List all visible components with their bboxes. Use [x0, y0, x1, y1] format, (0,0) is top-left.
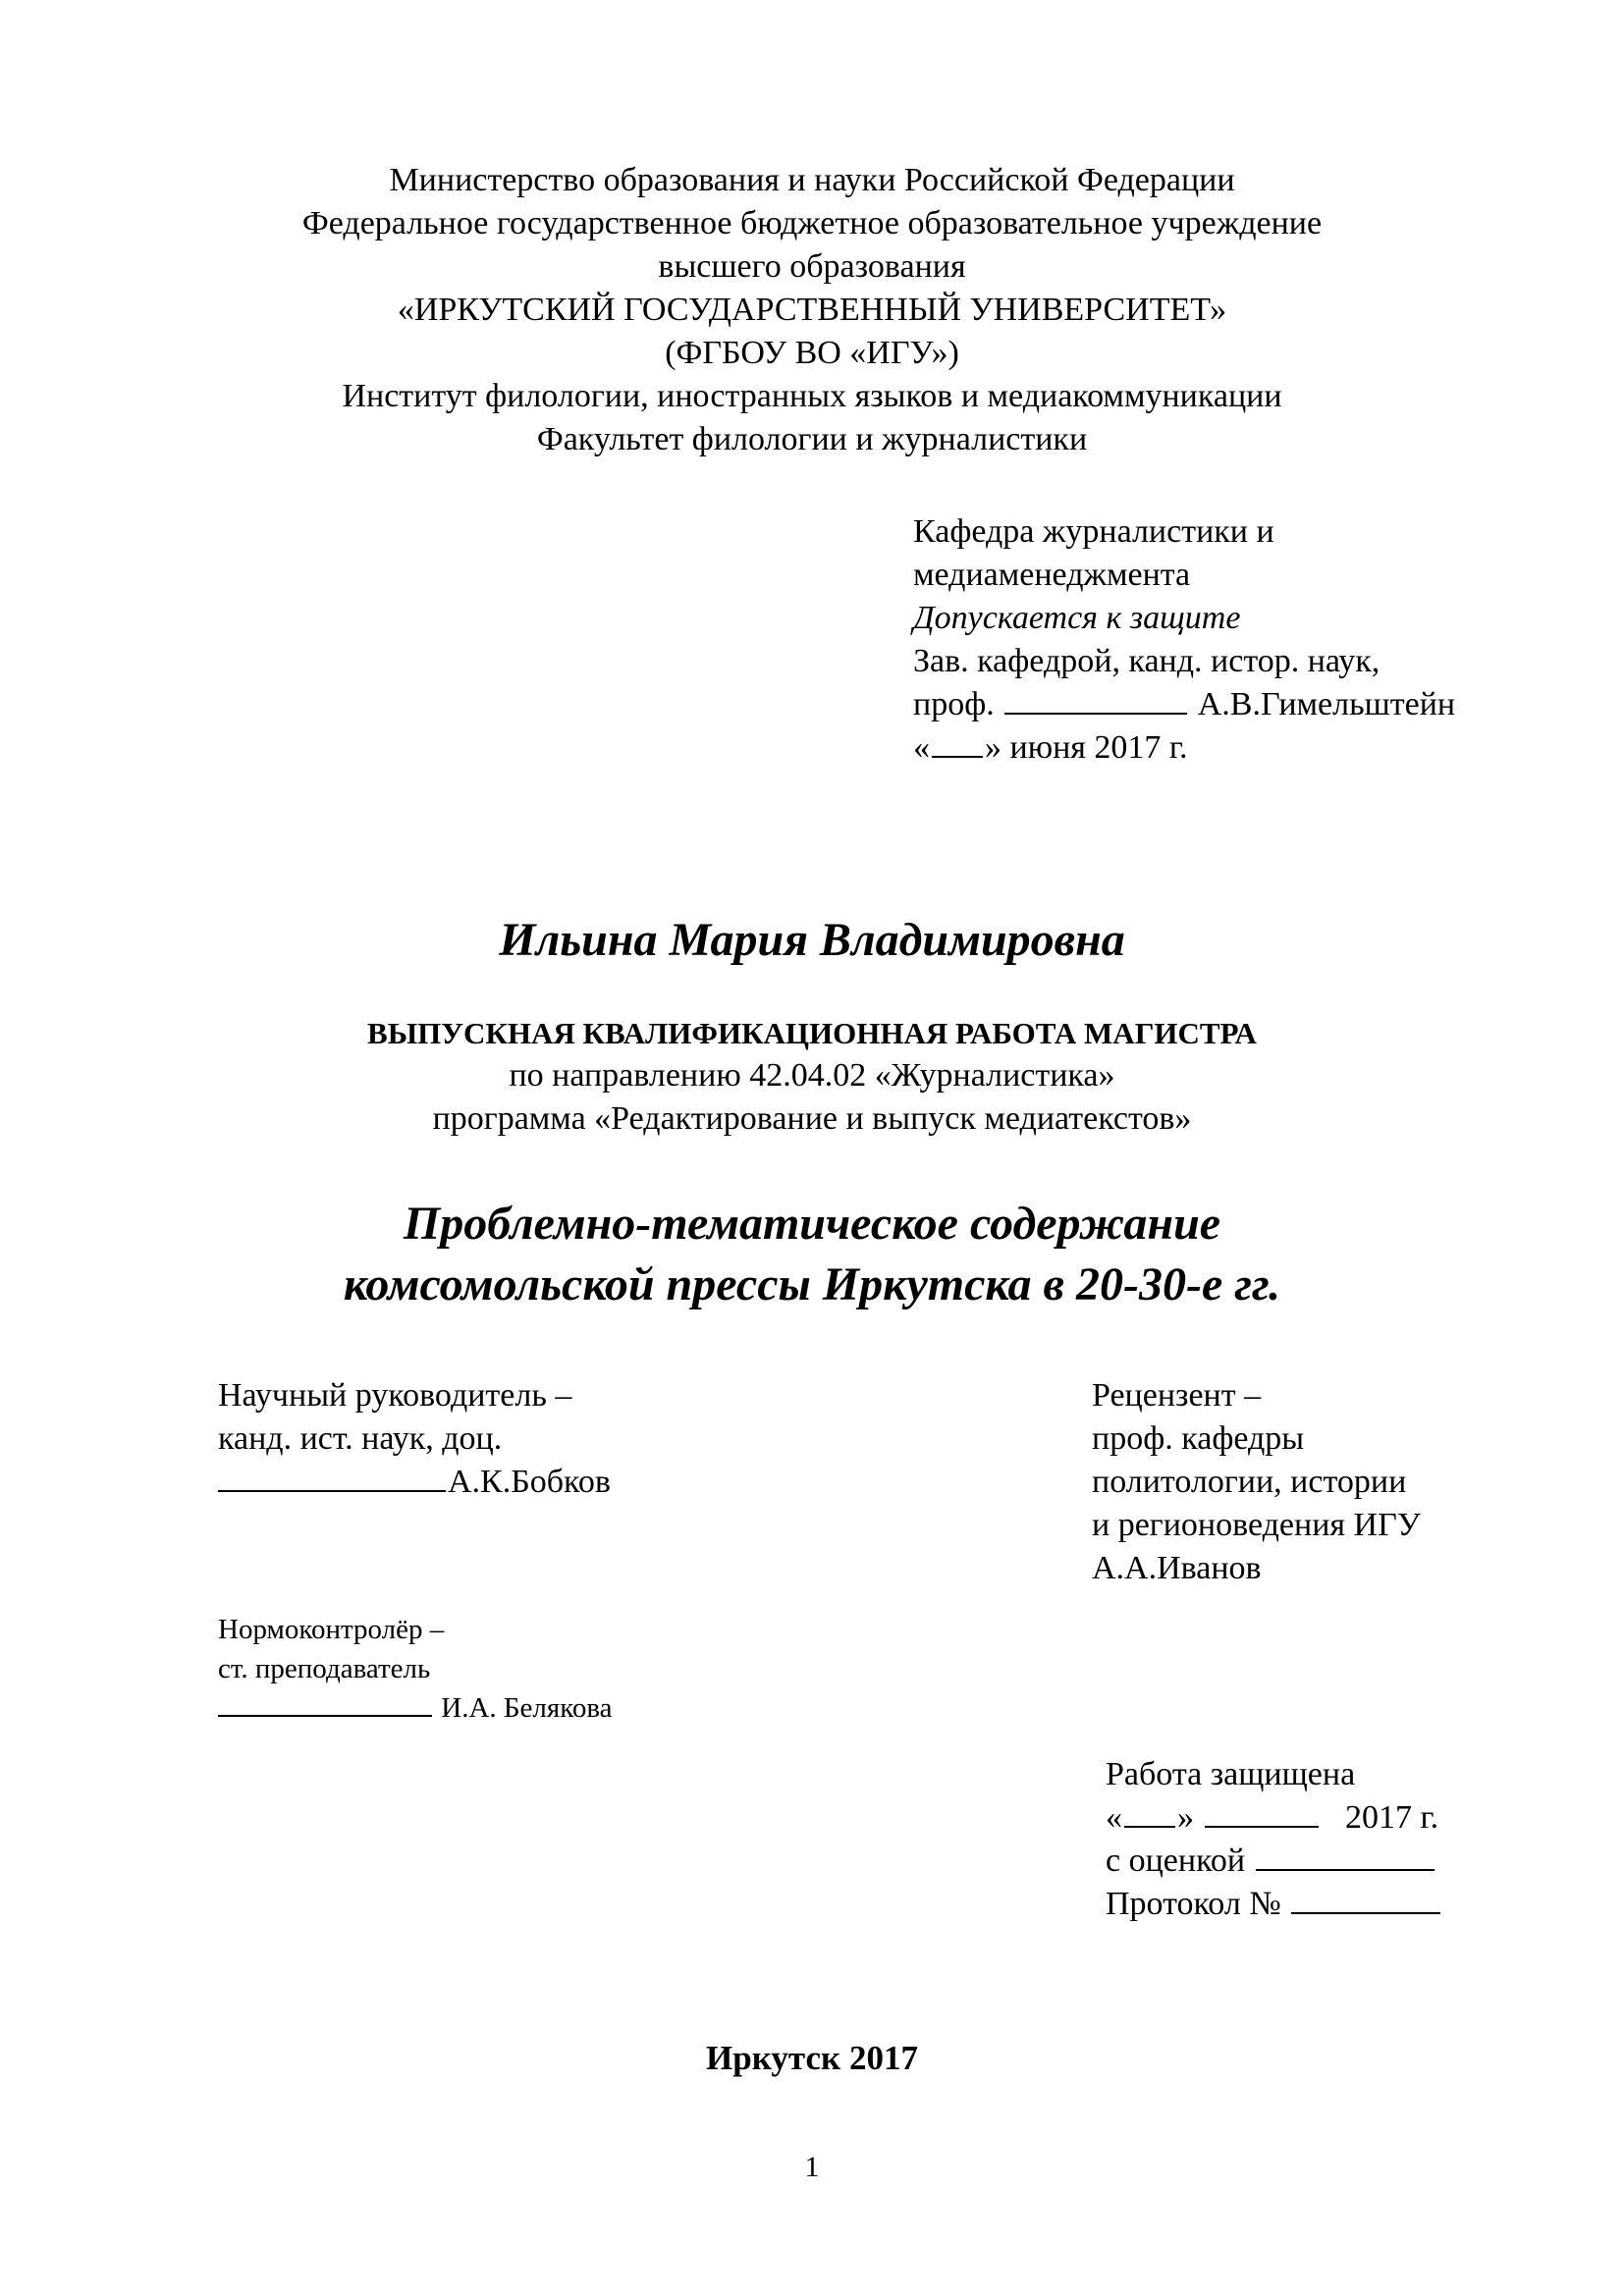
defense-day-blank — [1124, 1796, 1175, 1828]
supervisor-degree: канд. ист. наук, доц. — [218, 1420, 503, 1457]
head-name: А.В.Гимельштейн — [1197, 686, 1456, 722]
supervisor-block — [218, 1374, 611, 1504]
author-name: Ильина Мария Владимировна — [499, 914, 1125, 966]
grade-blank — [1256, 1840, 1435, 1871]
header-line-university: «ИРКУТСКИЙ ГОСУДАРСТВЕННЫЙ УНИВЕРСИТЕТ» — [397, 292, 1227, 328]
header-line-institution-type: Федеральное государственное бюджетное образовательное учреждение — [301, 205, 1323, 241]
defense-date-open: « — [1106, 1799, 1122, 1836]
work-program: программа «Редактирование и выпуск медиатекстов» — [432, 1100, 1192, 1137]
supervisor-signature-blank — [218, 1461, 446, 1492]
department-line-1: Кафедра журналистики и — [913, 513, 1274, 550]
work-direction: по направлению 42.04.02 «Журналистика» — [509, 1057, 1115, 1094]
approval-date-line — [913, 726, 1455, 770]
admitted-to-defense: Допускается к защите — [913, 600, 1241, 636]
approval-block — [913, 510, 1455, 770]
reviewer-role: Рецензент – — [1092, 1377, 1262, 1414]
institution-header — [0, 159, 1624, 461]
defense-block — [1106, 1753, 1442, 1926]
defense-date-close: » — [1177, 1799, 1194, 1836]
normcontrol-signature-blank — [218, 1689, 432, 1717]
reviewer-block — [1092, 1374, 1421, 1590]
defense-month-blank — [1205, 1796, 1319, 1828]
date-month-year: » июня 2017 г. — [985, 729, 1188, 766]
defense-protocol-line — [1106, 1883, 1442, 1926]
header-line-institute: Институт филологии, иностранных языков и медиакоммуникации — [342, 378, 1282, 414]
grade-label: с оценкой — [1106, 1842, 1246, 1879]
supervisor-signature-line — [218, 1461, 611, 1504]
reviewer-department-1: политологии, истории — [1092, 1464, 1407, 1500]
supervisor-name: А.К.Бобков — [448, 1464, 611, 1500]
prof-prefix: проф. — [913, 686, 995, 722]
city-year-block — [0, 2036, 1624, 2081]
thesis-title-line-1: Проблемно-тематическое содержание — [403, 1198, 1221, 1250]
header-line-education-level: высшего образования — [658, 248, 966, 285]
reviewer-department-2: и регионоведения ИГУ — [1092, 1507, 1421, 1543]
header-line-ministry: Министерство образования и науки Российской Федерации — [389, 162, 1235, 198]
normcontrol-block — [218, 1610, 613, 1728]
protocol-blank — [1291, 1883, 1440, 1914]
header-line-faculty: Факультет филологии и журналистики — [536, 421, 1088, 457]
normcontrol-name: И.А. Белякова — [441, 1692, 613, 1724]
normcontrol-position: ст. преподаватель — [218, 1653, 431, 1684]
author-block — [0, 911, 1624, 970]
reviewer-position: проф. кафедры — [1092, 1420, 1305, 1457]
work-type-block — [0, 1013, 1624, 1141]
date-open-quote: « — [913, 729, 930, 766]
reviewer-name: А.А.Иванов — [1092, 1550, 1262, 1586]
city-year: Иркутск 2017 — [706, 2039, 918, 2077]
page-number: 1 — [804, 2151, 820, 2183]
defense-date-line — [1106, 1796, 1442, 1840]
thesis-title — [0, 1194, 1624, 1315]
normcontrol-role: Нормоконтролёр – — [218, 1614, 445, 1645]
defense-status: Работа защищена — [1106, 1756, 1356, 1792]
defense-year: 2017 г. — [1345, 1799, 1439, 1836]
signature-blank — [1004, 683, 1187, 715]
head-signature-line — [913, 683, 1455, 726]
work-type: ВЫПУСКНАЯ КВАЛИФИКАЦИОННАЯ РАБОТА МАГИСТРА — [367, 1016, 1257, 1050]
thesis-title-line-2: комсомольской прессы Иркутска в 20-30-е гг. — [343, 1258, 1281, 1310]
defense-grade-line — [1106, 1840, 1442, 1883]
protocol-label: Протокол № — [1106, 1886, 1281, 1922]
day-blank — [932, 726, 983, 758]
head-title: Зав. кафедрой, канд. истор. наук, — [913, 643, 1380, 679]
header-line-abbreviation: (ФГБОУ ВО «ИГУ») — [665, 335, 959, 371]
department-line-2: медиаменеджмента — [913, 557, 1191, 593]
normcontrol-signature-line — [218, 1688, 613, 1728]
page-number-block — [0, 2148, 1624, 2187]
supervisor-role: Научный руководитель – — [218, 1377, 572, 1414]
